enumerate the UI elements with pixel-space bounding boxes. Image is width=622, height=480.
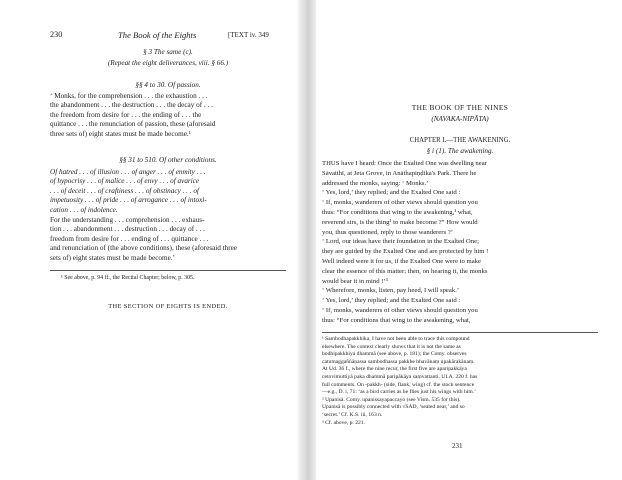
body-line: sets of) eight states must be made become.’ [50,253,175,262]
section-end-line: THE SECTION OF EIGHTS IS ENDED. [108,303,228,310]
body-line: Of hatred . . . of illusion . . . of anger . . . of enmity . . . [50,168,206,176]
body-line: thus: “For conditions that wing to the awakening, what, [322,316,471,324]
book-title: THE BOOK OF THE NINES [411,103,509,112]
body-line: addressed the monks, saying: ‘ Monks.’ [322,179,429,187]
body-line: they are guided by the Exalted One and are protected by him ! [322,248,489,256]
right-page [312,0,622,480]
body-line: ‘ Yes, lord,’ they replied; and the Exalted One said : [322,189,461,197]
body-line: ‘ If, monks, wanderers of other views should question you [322,199,478,207]
body-line: . . . of deceit . . . of craftiness . . . of obstinacy . . . of [50,186,199,195]
body-line: ‘ Wherefore, monks, listen, pay heed, I will speak.’ [322,287,460,295]
body-line: Well indeed were it for us, if the Exalted One were to make [322,257,481,265]
body-line: and renunciation of (the above conditions), these (aforesaid three [50,244,238,253]
body-line: cation . . . of indolence. [50,205,118,214]
right-body [322,159,600,326]
section-3-body: (Repeat the eight deliverances, viii. § 66.) [107,59,229,67]
body-line: would bear it in mind !’³ [322,277,388,285]
footnote-line: At Ud. 36 f., where the nine recur, the first five are aparipakkāya [322,366,467,373]
body-line: quittance . . . the renunciation of passion, these (aforesaid [50,120,216,129]
body-line: reverend sirs, is the thing² to make become ?” How would [322,218,478,226]
running-text-ref: [TEXT iv. 349 [228,31,269,39]
left-page-number: 230 [50,30,63,39]
section-4-heading: §§ 4 to 30. Of passion. [135,81,201,89]
body-line: THUS have I heard: Once the Exalted One was dwelling near [322,160,487,167]
footnote-rule [322,332,598,333]
section-4-body [50,92,288,139]
right-page-number: 231 [452,442,463,450]
section-heading: § i (1). The awakening. [426,147,494,155]
body-line: ‘ Yes, lord,’ they replied; and the Exalted One said : [322,297,461,305]
footnote-line: bodhipakkhiya dhammā (see above, p. 181); the Comy. observes [322,351,467,358]
footnote-line: ¹ Sambodhapakkhika, I have not been able to trace this compound [322,336,470,342]
running-title: The Book of the Eights [118,30,197,40]
body-line: ‘ Monks, for the comprehension . . . the exhaustion . . . [50,92,208,100]
footnote-line: elsewhere. The context clearly shows that it is not the same as [322,343,461,350]
footnote-line: full comments. On -pakkh- (side, flank, wing) cf. the stock sentence [322,381,475,388]
section-31-paragraph [50,216,288,263]
footnote-line: ³ Cf. above, p. 221. [322,419,366,426]
body-line: ‘ If, monks, wanderers of other views should question you [322,306,478,314]
body-line: three sets of) eight states must be made become.¹ [50,129,191,138]
body-line: Sāvatthī, at Jeta Grove, in Anāthapiṇḍika's Park. There he [322,169,477,177]
left-page [0,0,300,480]
body-line: the freedom from desire for . . . the ending of . . . the [50,110,202,119]
footnote-line: ‘secret.’ Cf. K.S. iii, 163 n. [322,411,383,418]
body-line: For the understanding . . . comprehension . . . exhaus- [50,216,205,224]
footnote-line: cetovimuttiyā paka dhammā paripākāya saṃvattanti. UI.A. 220 f. has [322,373,478,380]
footnote-line: catumaggaññāṇassa sambodhassa pakkhe bhavānaṃ upakārakānaṃ. [322,358,475,365]
chapter-heading: CHAPTER I.—THE AWAKENING. [409,137,511,144]
body-line: impetuosity . . . of pride . . . of arrogance . . . of intoxi- [50,196,207,205]
footnote-rule [50,270,286,271]
body-line: the abandonment . . . the destruction . . . the decay of . . . [50,101,213,110]
book-subtitle: (NAVAKA-NIPĀTA) [431,115,489,123]
left-footnote: ¹ See above, p. 94 ff., the Recital Chapter; below, p. 305. [61,275,195,281]
footnote-line: ² Upanisā. Comy. upanissayapaccayo (see Vism. 535 for this). [322,396,461,403]
body-line: of hypocrisy . . . of malice . . . of envy . . . of avarice [50,177,200,186]
section-31-heading: §§ 31 to 510. Of other conditions. [119,156,217,164]
section-31-list [50,168,288,215]
body-line: clear the essence of this matter; then, on hearing it, the monks [322,267,488,275]
body-line: you, thus questioned, reply to those wanderers ?’ [322,228,453,236]
body-line: thus: “For conditions that wing to the awakening,¹ what, [322,208,473,216]
footnote-line: —e.g., D. i, 71: ‘as a bird carries as he flies just his wings with him.’ [322,389,476,396]
body-line: tion . . . abandonment . . . destruction . . . decay of . . . [50,225,205,234]
footnote-line: Upanisā is possibly connected with √SAD, ‘seated near,’ and so [322,404,465,411]
right-footnotes [322,336,602,427]
body-line: ‘ Lord, our ideas have their foundation in the Exalted One; [322,238,479,246]
section-3-heading: § 3 The same (c). [143,48,193,56]
body-line: freedom from desire for . . . ending of . . . quittance . . . [50,234,209,243]
